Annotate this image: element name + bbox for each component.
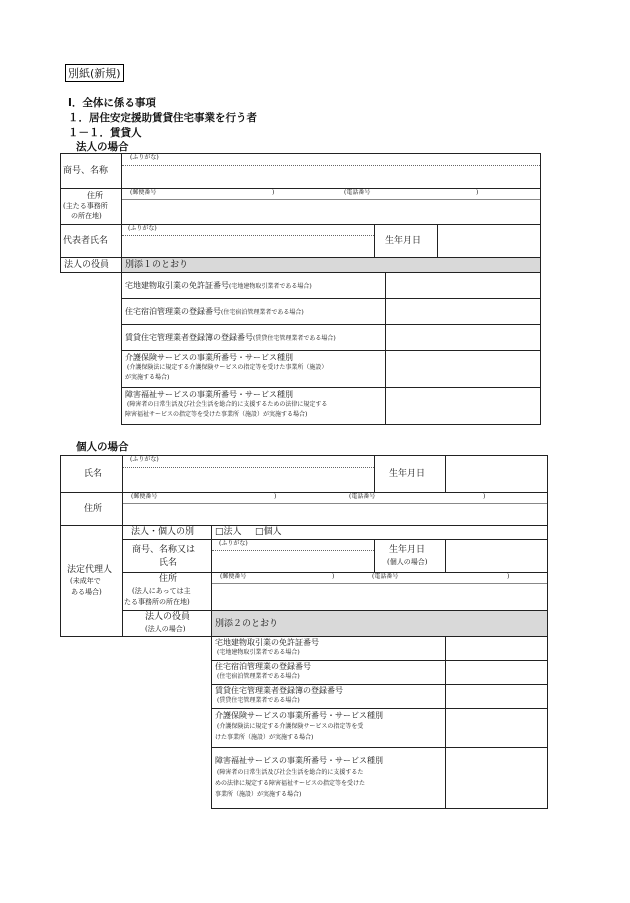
corp-license-label: 宅地建物取引業の免許証番号	[125, 281, 229, 290]
legal-rep-label-cell	[60, 525, 123, 637]
indiv-dob-label-cell	[374, 455, 446, 493]
indiv-name-label: 氏名	[84, 469, 103, 479]
phone-label: (電話番号	[372, 573, 399, 580]
corp-disability-field[interactable]	[385, 387, 541, 425]
corp-address-sub1: (主たる事務所	[63, 202, 108, 210]
indiv-disability-label: 障害福祉サービスの事業所番号・サービス種別	[215, 756, 383, 765]
section-heading-1: Ⅰ．全体に係る事項	[68, 97, 156, 109]
corp-dob-label-cell	[374, 224, 438, 258]
phone-close: )	[507, 573, 510, 580]
corp-disability-note2: 障害福祉サービスの指定等を受けた事業所（施設）が実施する場合)	[125, 411, 308, 418]
corp-address-label-cell	[60, 188, 122, 225]
furigana-label: (ふりがな)	[130, 154, 159, 161]
indiv-lodging-reg-label: 住宅宿泊管理業の登録番号	[215, 662, 311, 671]
indiv-lodging-reg-note: (住宅宿泊管理業者である場合)	[217, 673, 300, 680]
option-corp-checkbox[interactable]: □法人	[215, 527, 242, 537]
corp-trade-name-label: 商号、名称	[63, 166, 109, 176]
indiv-disability-label-cell	[211, 747, 446, 809]
legal-rep-label: 法定代理人	[67, 565, 113, 575]
section-heading-3: １－１．賃貸人	[68, 127, 142, 139]
corp-lodging-reg-label-cell	[121, 298, 386, 325]
corp-officers-label: 法人の役員	[64, 260, 110, 270]
legal-rep-trade-label-cell	[122, 539, 212, 573]
corp-address-sub2: の所在地)	[71, 212, 102, 220]
indiv-license-note: (宅地建物取引業者である場合)	[217, 649, 300, 656]
legal-rep-officers-value	[211, 610, 548, 637]
furigana-label: (ふりがな)	[130, 456, 159, 463]
indiv-address-label: 住所	[84, 504, 103, 514]
postal-close: )	[272, 189, 275, 196]
furigana-label: (ふりがな)	[128, 225, 157, 232]
indiv-dob-field[interactable]	[445, 455, 548, 493]
corp-lodging-reg-field[interactable]	[385, 298, 541, 325]
postal-label: (郵便番号	[220, 573, 247, 580]
corp-rep-name-label-cell	[60, 224, 122, 258]
corp-care-note1: (介護保険法に規定する介護保険サービスの指定等を受けた事業所（施設）	[127, 364, 328, 371]
indiv-rental-reg-note: (賃貸住宅管理業者である場合)	[217, 697, 300, 704]
indiv-address-label-cell	[60, 492, 123, 526]
corp-dob-field[interactable]	[437, 224, 541, 258]
corp-disability-label: 障害福祉サービスの事業所番号・サービス種別	[125, 390, 293, 399]
indiv-disability-note1: (障害者の日常生活及び社会生活を総合的に支援するた	[217, 769, 364, 776]
legal-rep-officers-label-cell	[122, 610, 212, 637]
furigana-label: (ふりがな)	[219, 540, 248, 547]
legal-rep-type-label-cell	[122, 525, 212, 540]
legal-rep-dob-label-cell	[374, 539, 446, 573]
indiv-care-note1: (介護保険法に規定する介護保険サービスの指定等を受	[217, 723, 364, 730]
legal-rep-dob-label: 生年月日	[389, 545, 426, 555]
corp-rental-reg-label-cell	[121, 324, 386, 351]
indiv-address-field[interactable]	[122, 492, 548, 526]
corp-rep-name-label: 代表者氏名	[63, 236, 109, 246]
legal-rep-officers-text: 別添２のとおり	[215, 619, 279, 629]
indiv-name-label-cell	[60, 455, 123, 493]
corp-dob-label: 生年月日	[385, 236, 422, 246]
corp-care-label: 介護保険サービスの事業所番号・サービス種別	[125, 353, 293, 362]
corp-address-field[interactable]	[121, 188, 541, 225]
indiv-license-label: 宅地建物取引業の免許証番号	[215, 638, 319, 647]
corp-trade-name-label-cell	[60, 153, 122, 189]
corp-lodging-reg-label: 住宅宿泊管理業の登録番号	[125, 307, 221, 316]
indiv-rental-reg-field[interactable]	[445, 684, 548, 709]
legal-rep-officers-label: 法人の役員	[145, 612, 191, 622]
indiv-disability-note3: 事業所（施設）が実施する場合)	[215, 791, 302, 798]
legal-rep-trade-label: 商号、名称又は	[132, 545, 196, 555]
legal-rep-address-label: 住所	[159, 574, 178, 584]
legal-rep-trade-field[interactable]	[211, 539, 375, 573]
legal-rep-address-sub1: (法人にあっては主	[132, 587, 191, 595]
corp-rental-reg-field[interactable]	[385, 324, 541, 351]
corp-license-field[interactable]	[385, 272, 541, 299]
corp-officers-value	[121, 257, 541, 273]
legal-rep-address-label-cell	[122, 572, 212, 611]
indiv-dob-label: 生年月日	[389, 469, 426, 479]
corp-address-label: 住所	[87, 191, 103, 200]
phone-label: (電話番号	[344, 189, 371, 196]
indiv-license-field[interactable]	[445, 636, 548, 661]
corp-officers-label-cell	[60, 257, 122, 273]
postal-close: )	[332, 573, 335, 580]
corp-care-field[interactable]	[385, 350, 541, 388]
indiv-lodging-reg-label-cell	[211, 660, 446, 685]
legal-rep-dob-field[interactable]	[445, 539, 548, 573]
option-indiv-checkbox[interactable]: □個人	[255, 527, 282, 537]
indiv-rental-reg-label-cell	[211, 684, 446, 709]
indiv-lodging-reg-field[interactable]	[445, 660, 548, 685]
corp-rental-reg-label: 賃貸住宅管理業者登録簿の登録番号	[125, 333, 253, 342]
phone-close: )	[483, 493, 486, 500]
section-heading-2: １．居住安定援助賃貸住宅事業を行う者	[68, 112, 257, 124]
corp-license-label-cell	[121, 272, 386, 299]
corp-trade-name-field[interactable]	[121, 153, 541, 189]
postal-label: (郵便番号	[130, 189, 157, 196]
legal-rep-address-field[interactable]	[211, 572, 548, 611]
legal-rep-type-label: 法人・個人の別	[131, 527, 195, 537]
corp-license-note: (宅地建物取引業者である場合)	[229, 283, 312, 290]
postal-label: (郵便番号	[131, 493, 158, 500]
corp-rep-name-field[interactable]	[121, 224, 375, 258]
corp-case-title: 法人の場合	[76, 141, 129, 153]
legal-rep-type-field	[211, 525, 548, 540]
indiv-case-title: 個人の場合	[76, 441, 129, 453]
legal-rep-sub1: (未成年で	[70, 577, 101, 585]
legal-rep-dob-note: (個人の場合)	[387, 558, 428, 566]
indiv-license-label-cell	[211, 636, 446, 661]
indiv-care-label: 介護保険サービスの事業所番号・サービス種別	[215, 711, 383, 720]
phone-close: )	[476, 189, 479, 196]
indiv-care-note2: けた事業所（施設）が実施する場合)	[215, 734, 314, 741]
indiv-care-label-cell	[211, 708, 446, 748]
corp-care-label-cell	[121, 350, 386, 388]
document-tag: 別紙(新規)	[65, 64, 124, 82]
corp-lodging-reg-note: (住宅宿泊管理業者である場合)	[221, 309, 304, 316]
legal-rep-officers-sub: (法人の場合)	[145, 625, 186, 633]
phone-label: (電話番号	[349, 493, 376, 500]
legal-rep-address-sub2: たる事務所の所在地)	[124, 598, 190, 606]
indiv-care-field[interactable]	[445, 708, 548, 748]
indiv-disability-note2: めの法律に規定する障害福祉サービスの指定等を受けた	[215, 780, 366, 787]
corp-disability-label-cell	[121, 387, 386, 425]
indiv-rental-reg-label: 賃貸住宅管理業者登録簿の登録番号	[215, 686, 343, 695]
legal-rep-sub2: ある場合)	[71, 588, 102, 596]
corp-disability-note1: (障害者の日常生活及び社会生活を総合的に支援するための法律に規定する	[127, 401, 328, 408]
indiv-name-field[interactable]	[122, 455, 375, 493]
corp-officers-text: 別添１のとおり	[125, 260, 189, 270]
legal-rep-trade-label2: 氏名	[159, 558, 178, 568]
corp-rental-reg-note: (賃貸住宅管理業者である場合)	[253, 335, 336, 342]
corp-care-note2: が実施する場合)	[125, 374, 170, 381]
postal-close: )	[274, 493, 277, 500]
indiv-disability-field[interactable]	[445, 747, 548, 809]
